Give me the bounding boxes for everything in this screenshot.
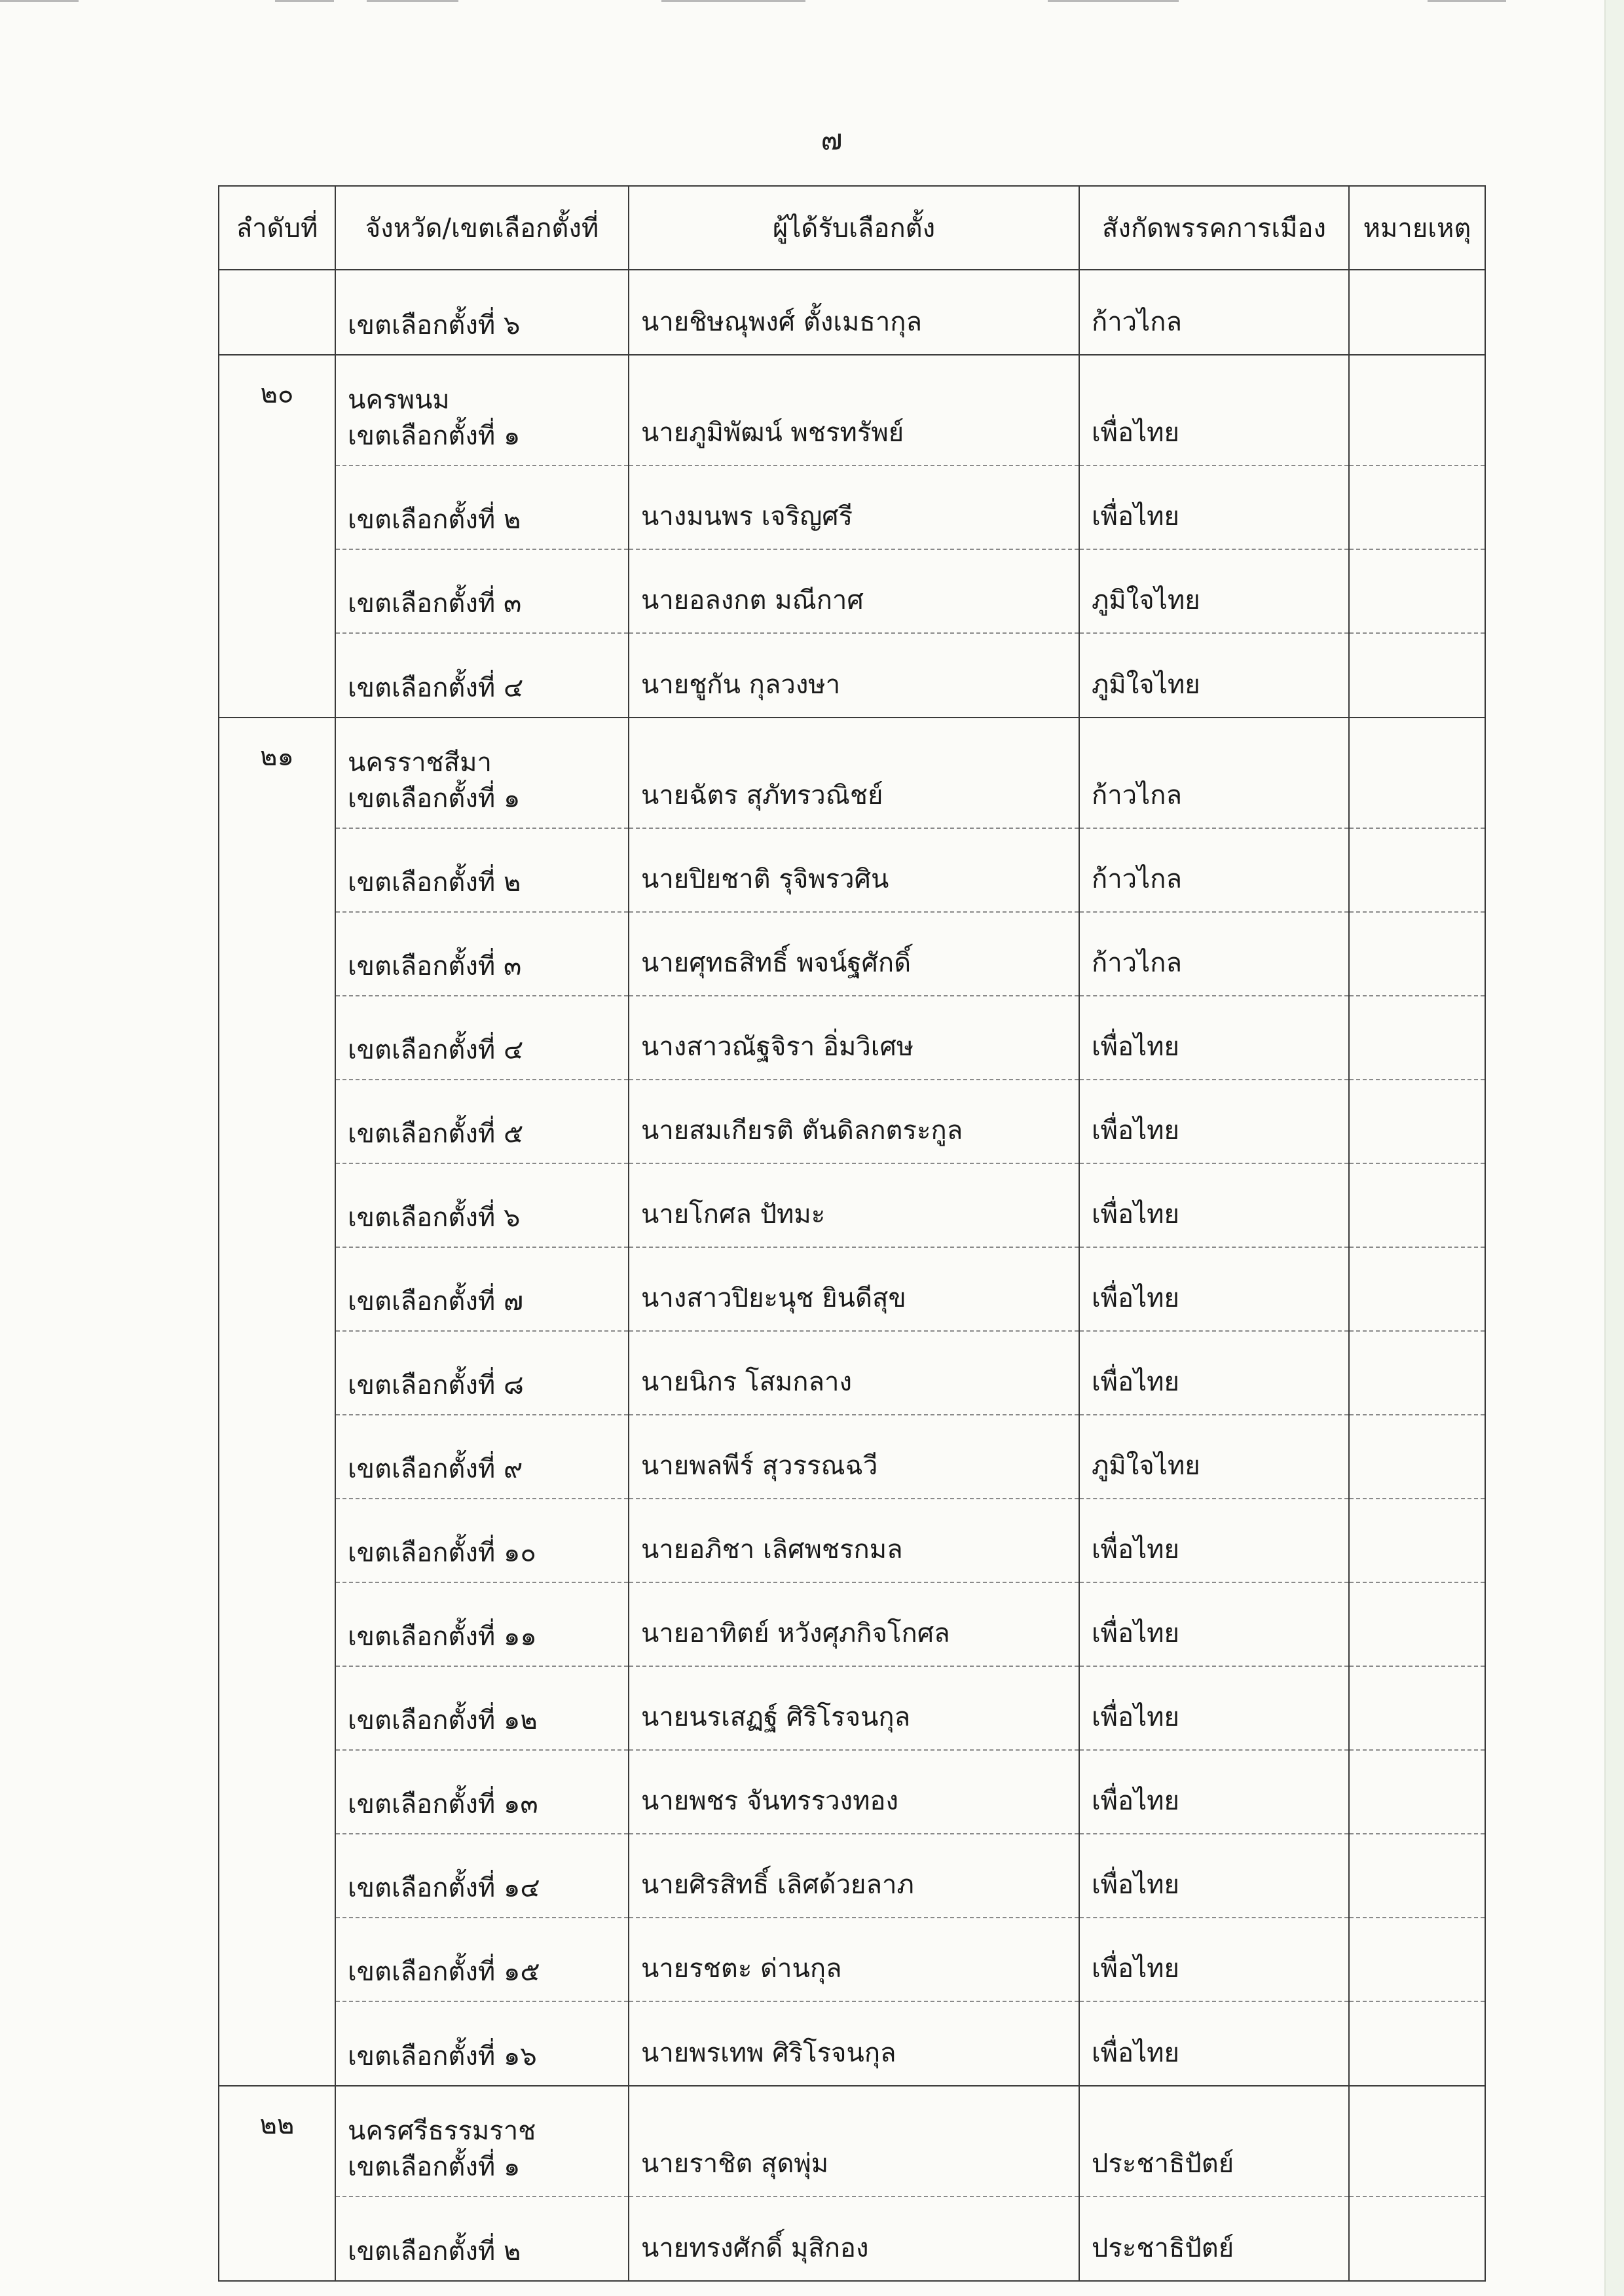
table-row: [219, 1750, 1485, 1834]
order-cell: [219, 633, 335, 718]
elected-name: นายนรเสฏฐ์ ศิริโรจนกุล: [629, 1666, 1079, 1750]
elected-name: นายชิษณุพงศ์ ตั้งเมธากุล: [629, 270, 1079, 355]
order-cell: [219, 996, 335, 1080]
remarks-cell: [1349, 1918, 1485, 2001]
elected-name: นายรชตะ ด่านกุล: [629, 1918, 1079, 2001]
election-results-table: [218, 185, 1486, 2282]
elected-name: นางสาวปิยะนุช ยินดีสุข: [629, 1247, 1079, 1331]
order-cell: [219, 1415, 335, 1499]
order-cell: [219, 1163, 335, 1247]
district-label: เขตเลือกตั้งที่ ๖: [348, 310, 521, 340]
elected-name: นายฉัตร สุภัทรวณิชย์: [629, 718, 1079, 828]
district-cell: [335, 1750, 629, 1834]
elected-name: นายทรงศักดิ์ มุสิกอง: [629, 2196, 1079, 2281]
district-label: เขตเลือกตั้งที่ ๑: [348, 784, 521, 814]
table-row: [219, 270, 1485, 355]
party-name: เพื่อไทย: [1079, 355, 1349, 465]
district-label: เขตเลือกตั้งที่ ๒: [348, 2236, 521, 2267]
district-label: เขตเลือกตั้งที่ ๓: [348, 589, 522, 619]
table-row: [219, 465, 1485, 549]
district-cell: [335, 1834, 629, 1918]
remarks-cell: [1349, 1415, 1485, 1499]
party-name: เพื่อไทย: [1079, 1750, 1349, 1834]
order-cell: [219, 1918, 335, 2001]
district-label: เขตเลือกตั้งที่ ๖: [348, 1203, 521, 1233]
elected-name: นายสมเกียรติ ตันดิลกตระกูล: [629, 1080, 1079, 1163]
remarks-cell: [1349, 2196, 1485, 2281]
order-cell: [219, 1750, 335, 1834]
remarks-cell: [1349, 355, 1485, 465]
elected-name: นายพชร จันทรรวงทอง: [629, 1750, 1079, 1834]
order-cell: [219, 912, 335, 996]
table-row: [219, 1834, 1485, 1918]
table-row: [219, 2196, 1485, 2281]
table-row: [219, 1499, 1485, 1582]
table-row: [219, 828, 1485, 912]
table-row: [219, 1163, 1485, 1247]
page-number: ๗: [821, 123, 843, 156]
elected-name: นายราชิต สุดพุ่ม: [629, 2086, 1079, 2196]
party-name: เพื่อไทย: [1079, 1834, 1349, 1918]
elected-name: นางสาวณัฐจิรา อิ่มวิเศษ: [629, 996, 1079, 1080]
party-name: ประชาธิปัตย์: [1079, 2196, 1349, 2281]
table-row: [219, 718, 1485, 828]
district-cell: [335, 1918, 629, 2001]
province-name: นครราชสีมา: [348, 748, 492, 778]
remarks-cell: [1349, 465, 1485, 549]
table-row: [219, 2001, 1485, 2086]
remarks-cell: [1349, 1080, 1485, 1163]
remarks-cell: [1349, 1247, 1485, 1331]
district-label: เขตเลือกตั้งที่ ๑๕: [348, 1957, 540, 1987]
table-row: [219, 355, 1485, 465]
district-label: เขตเลือกตั้งที่ ๙: [348, 1454, 523, 1484]
order-cell: [219, 465, 335, 549]
party-name: ภูมิใจไทย: [1079, 633, 1349, 718]
elected-name: นายพรเทพ ศิริโรจนกุล: [629, 2001, 1079, 2086]
district-label: เขตเลือกตั้งที่ ๑๐: [348, 1538, 536, 1568]
district-label: เขตเลือกตั้งที่ ๑๖: [348, 2041, 537, 2071]
elected-name: นายอลงกต มณีกาศ: [629, 549, 1079, 633]
order-cell: [219, 1499, 335, 1582]
district-cell: [335, 633, 629, 718]
header-party: สังกัดพรรคการเมือง: [1079, 186, 1349, 270]
elected-name: นายศิรสิทธิ์ เลิศด้วยลาภ: [629, 1834, 1079, 1918]
district-cell: [335, 1666, 629, 1750]
party-name: เพื่อไทย: [1079, 1582, 1349, 1666]
elected-name: นายโกศล ปัทมะ: [629, 1163, 1079, 1247]
province-name: นครศรีธรรมราช: [348, 2116, 536, 2146]
header-order: ลำดับที่: [219, 186, 335, 270]
order-cell: ๒๒: [219, 2086, 335, 2196]
order-cell: [219, 1331, 335, 1415]
district-label: เขตเลือกตั้งที่ ๑๑: [348, 1622, 537, 1652]
province-name: นครพนม: [348, 385, 450, 415]
order-cell: ๒๑: [219, 718, 335, 828]
header-elected-person: ผู้ได้รับเลือกตั้ง: [629, 186, 1079, 270]
order-cell: ๒๐: [219, 355, 335, 465]
order-cell: [219, 2196, 335, 2281]
elected-name: นายนิกร โสมกลาง: [629, 1331, 1079, 1415]
remarks-cell: [1349, 828, 1485, 912]
party-name: ก้าวไกล: [1079, 270, 1349, 355]
district-cell: [335, 1080, 629, 1163]
remarks-cell: [1349, 718, 1485, 828]
district-label: เขตเลือกตั้งที่ ๒: [348, 505, 521, 535]
district-cell: [335, 2196, 629, 2281]
party-name: ก้าวไกล: [1079, 828, 1349, 912]
party-name: ก้าวไกล: [1079, 718, 1349, 828]
remarks-cell: [1349, 2001, 1485, 2086]
party-name: เพื่อไทย: [1079, 465, 1349, 549]
order-cell: [219, 1666, 335, 1750]
table-row: [219, 912, 1485, 996]
table-row: [219, 996, 1485, 1080]
table-row: [219, 2086, 1485, 2196]
order-cell: [219, 2001, 335, 2086]
district-label: เขตเลือกตั้งที่ ๓: [348, 951, 522, 981]
table-row: [219, 1918, 1485, 2001]
party-name: เพื่อไทย: [1079, 996, 1349, 1080]
table-row: [219, 1080, 1485, 1163]
district-label: เขตเลือกตั้งที่ ๗: [348, 1286, 524, 1317]
header-province-district: จังหวัด/เขตเลือกตั้งที่: [335, 186, 629, 270]
party-name: เพื่อไทย: [1079, 1499, 1349, 1582]
remarks-cell: [1349, 1582, 1485, 1666]
table-row: [219, 1331, 1485, 1415]
district-label: เขตเลือกตั้งที่ ๘: [348, 1370, 524, 1400]
elected-name: นายศุทธสิทธิ์ พจน์ฐศักดิ์: [629, 912, 1079, 996]
remarks-cell: [1349, 1499, 1485, 1582]
district-cell: [335, 1163, 629, 1247]
elected-name: นายภูมิพัฒน์ พชรทรัพย์: [629, 355, 1079, 465]
header-remarks: หมายเหตุ: [1349, 186, 1485, 270]
party-name: ก้าวไกล: [1079, 912, 1349, 996]
district-cell: [335, 1582, 629, 1666]
party-name: เพื่อไทย: [1079, 1331, 1349, 1415]
remarks-cell: [1349, 1750, 1485, 1834]
district-label: เขตเลือกตั้งที่ ๑๔: [348, 1873, 540, 1903]
order-cell: [219, 1247, 335, 1331]
district-cell: [335, 2001, 629, 2086]
district-cell: [335, 996, 629, 1080]
table-row: [219, 1415, 1485, 1499]
remarks-cell: [1349, 1834, 1485, 1918]
elected-name: นายพลพีร์ สุวรรณฉวี: [629, 1415, 1079, 1499]
district-cell: [335, 355, 629, 465]
district-cell: [335, 912, 629, 996]
party-name: เพื่อไทย: [1079, 1163, 1349, 1247]
order-cell: [219, 1080, 335, 1163]
party-name: เพื่อไทย: [1079, 1080, 1349, 1163]
table-row: [219, 549, 1485, 633]
elected-name: นายอาทิตย์ หวังศุภกิจโกศล: [629, 1582, 1079, 1666]
order-cell: [219, 828, 335, 912]
remarks-cell: [1349, 1666, 1485, 1750]
district-label: เขตเลือกตั้งที่ ๒: [348, 867, 521, 898]
district-cell: [335, 465, 629, 549]
table-row: [219, 633, 1485, 718]
district-label: เขตเลือกตั้งที่ ๑: [348, 2152, 521, 2182]
district-label: เขตเลือกตั้งที่ ๑๓: [348, 1789, 538, 1819]
district-cell: [335, 1247, 629, 1331]
district-cell: [335, 549, 629, 633]
table-row: [219, 1582, 1485, 1666]
remarks-cell: [1349, 912, 1485, 996]
table-row: [219, 1666, 1485, 1750]
order-cell: [219, 270, 335, 355]
district-label: เขตเลือกตั้งที่ ๔: [348, 673, 524, 703]
district-cell: [335, 1499, 629, 1582]
party-name: ประชาธิปัตย์: [1079, 2086, 1349, 2196]
district-cell: [335, 1331, 629, 1415]
district-cell: [335, 828, 629, 912]
district-label: เขตเลือกตั้งที่ ๕: [348, 1119, 524, 1149]
party-name: เพื่อไทย: [1079, 1666, 1349, 1750]
party-name: ภูมิใจไทย: [1079, 1415, 1349, 1499]
district-label: เขตเลือกตั้งที่ ๑๒: [348, 1705, 538, 1736]
remarks-cell: [1349, 996, 1485, 1080]
district-label: เขตเลือกตั้งที่ ๔: [348, 1035, 524, 1065]
elected-name: นายชูกัน กุลวงษา: [629, 633, 1079, 718]
remarks-cell: [1349, 633, 1485, 718]
party-name: ภูมิใจไทย: [1079, 549, 1349, 633]
remarks-cell: [1349, 1163, 1485, 1247]
order-cell: [219, 1834, 335, 1918]
party-name: เพื่อไทย: [1079, 1247, 1349, 1331]
table-row: [219, 1247, 1485, 1331]
scan-artifact: [0, 0, 1604, 8]
scan-edge: [1604, 0, 1624, 2296]
order-cell: [219, 1582, 335, 1666]
remarks-cell: [1349, 1331, 1485, 1415]
order-cell: [219, 549, 335, 633]
district-cell: [335, 2086, 629, 2196]
elected-name: นางมนพร เจริญศรี: [629, 465, 1079, 549]
remarks-cell: [1349, 270, 1485, 355]
remarks-cell: [1349, 549, 1485, 633]
district-cell: [335, 270, 629, 355]
remarks-cell: [1349, 2086, 1485, 2196]
table-body: [219, 270, 1485, 2281]
district-label: เขตเลือกตั้งที่ ๑: [348, 421, 521, 451]
table-header-row: [219, 186, 1485, 270]
party-name: เพื่อไทย: [1079, 1918, 1349, 2001]
party-name: เพื่อไทย: [1079, 2001, 1349, 2086]
district-cell: [335, 1415, 629, 1499]
district-cell: [335, 718, 629, 828]
elected-name: นายอภิชา เลิศพชรกมล: [629, 1499, 1079, 1582]
elected-name: นายปิยชาติ รุจิพรวศิน: [629, 828, 1079, 912]
